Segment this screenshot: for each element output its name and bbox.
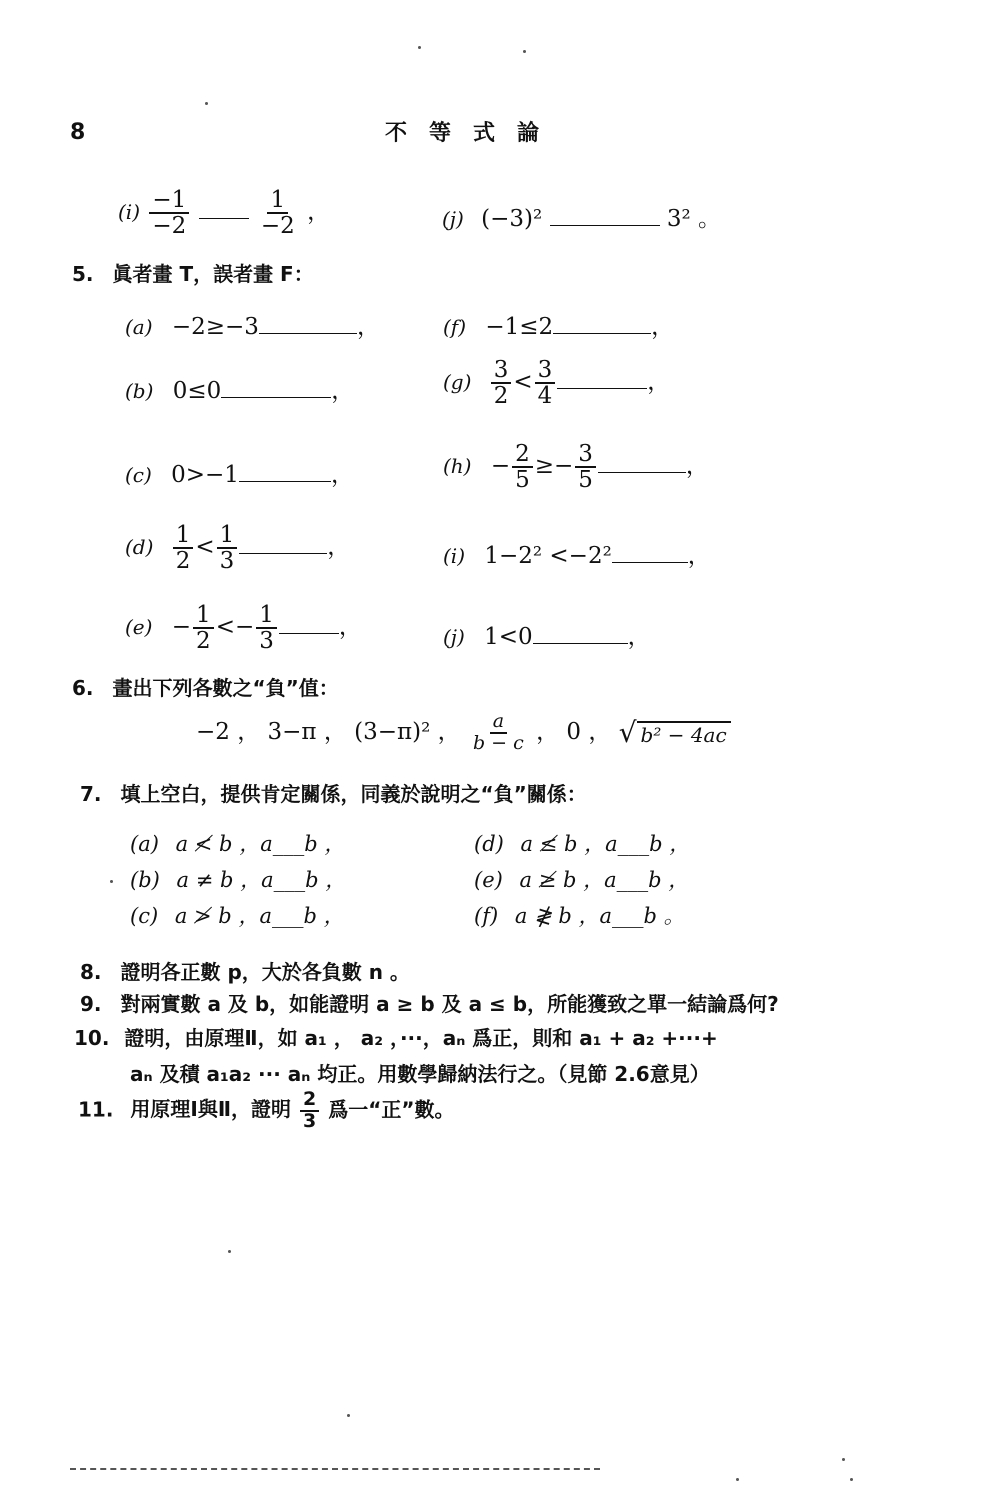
- fraction: [300, 1090, 319, 1132]
- sign: −: [490, 453, 511, 480]
- scan-speck: [842, 1458, 845, 1461]
- numerator: 1: [256, 603, 277, 629]
- answer-blank[interactable]: [598, 471, 686, 473]
- item-label: (g): [443, 370, 472, 395]
- fill-in[interactable]: ，a___b ，: [238, 904, 345, 928]
- scan-speck: [110, 880, 113, 883]
- item-tail: ，: [307, 199, 331, 226]
- denominator: 2: [196, 628, 211, 655]
- q5-item-j: [443, 618, 651, 651]
- item-tail: ，: [330, 462, 354, 488]
- item-expression: 1−2² <−2²: [484, 543, 612, 569]
- q5-item-e: [125, 603, 362, 653]
- item-label: (a): [125, 315, 153, 339]
- item-tail: 3² 。: [666, 206, 721, 232]
- fill-in[interactable]: ，a___b ，: [239, 832, 346, 856]
- q7-item-b: [130, 864, 346, 894]
- fraction: [491, 358, 512, 408]
- item-label: (j): [442, 207, 464, 231]
- question-8: [80, 956, 410, 985]
- item-tail: ，: [685, 453, 709, 480]
- answer-blank[interactable]: [259, 332, 357, 334]
- scan-speck: [418, 46, 421, 49]
- item-label: (d): [125, 535, 154, 560]
- fraction: [575, 442, 596, 492]
- question-text: aₙ 及積 a₁a₂ ··· aₙ 均正。用數學歸納法行之。（見節 2.6意見）: [130, 1062, 710, 1086]
- answer-blank[interactable]: [612, 561, 688, 563]
- exercise-item-i: [118, 188, 330, 238]
- fraction: [512, 442, 533, 492]
- q5-item-a: [125, 308, 380, 341]
- scan-speck: [205, 102, 208, 105]
- question-number: 8.: [80, 960, 102, 984]
- q5-item-b: [125, 372, 354, 405]
- item-label: (j): [443, 625, 465, 649]
- radicand: b² − 4ac: [637, 721, 731, 747]
- denominator: 4: [537, 383, 553, 410]
- item-tail: ，: [687, 543, 711, 569]
- scan-speck: [347, 1414, 350, 1417]
- relation: a ≹ b: [514, 904, 572, 928]
- page-title: 不等式論: [385, 121, 562, 146]
- item-label: (f): [474, 904, 499, 928]
- item-tail: ，: [338, 614, 362, 641]
- item-label: (b): [130, 868, 160, 892]
- denominator: 3: [303, 1109, 317, 1132]
- denominator: −2: [152, 213, 187, 240]
- denominator: 2: [175, 548, 191, 575]
- item-label: (e): [125, 615, 153, 640]
- relation: a ≰ b: [520, 832, 578, 856]
- numerator: 3: [575, 442, 596, 468]
- answer-blank[interactable]: [239, 480, 331, 482]
- fraction: [535, 358, 556, 408]
- fraction: [217, 523, 238, 573]
- q5-item-i: [443, 537, 711, 570]
- scan-speck: [850, 1478, 853, 1481]
- question-number: 7.: [80, 782, 102, 806]
- denominator: 3: [259, 628, 274, 655]
- answer-blank[interactable]: [553, 332, 651, 334]
- operator: ≥−: [534, 453, 574, 480]
- answer-blank[interactable]: [199, 217, 249, 219]
- question-text: 填上空白，提供肯定關係，同義於說明之“負”關係：: [120, 782, 587, 806]
- q5-item-c: [125, 456, 354, 489]
- question-10-continuation: [130, 1058, 710, 1087]
- fill-in[interactable]: ，a___b ，: [584, 832, 691, 856]
- expression-list: −2 ， 3−π ， (3−π)² ，: [196, 718, 461, 745]
- fraction: [258, 188, 298, 238]
- denominator: b − c: [472, 731, 524, 754]
- item-label: (e): [474, 868, 503, 892]
- operator: <: [195, 534, 215, 561]
- numerator: 1: [173, 523, 194, 549]
- answer-blank[interactable]: [550, 224, 660, 226]
- numerator: 2: [512, 442, 533, 468]
- question-11: [78, 1090, 455, 1132]
- relation: a ≠ b: [176, 868, 234, 892]
- q5-item-g: [443, 358, 670, 408]
- item-expression: 0≤0: [172, 378, 222, 404]
- page-number: 8: [70, 120, 86, 145]
- item-expression: 0>−1: [171, 462, 239, 488]
- question-text: 爲一“正”數。: [328, 1097, 455, 1122]
- item-tail: ，: [331, 378, 355, 404]
- item-tail: ，: [327, 534, 351, 561]
- radical-sign: √: [618, 715, 637, 749]
- question-9: [80, 988, 779, 1017]
- question-number: 9.: [80, 992, 102, 1016]
- answer-blank[interactable]: [239, 552, 327, 554]
- item-label: (h): [443, 454, 472, 479]
- question-number: 10.: [74, 1026, 110, 1050]
- item-expression: 1<0: [484, 624, 533, 650]
- item-tail: ，: [651, 314, 675, 340]
- relation: a ≱ b: [519, 868, 577, 892]
- question-10: [74, 1022, 718, 1051]
- question-number: 11.: [78, 1097, 114, 1122]
- expression-list: ， 0 ，: [536, 718, 612, 745]
- item-label: (i): [118, 200, 141, 225]
- square-root: [618, 715, 731, 749]
- item-label: (c): [125, 463, 152, 487]
- answer-blank[interactable]: [221, 396, 331, 398]
- scan-speck: [228, 1250, 231, 1253]
- denominator: −2: [260, 213, 295, 240]
- fraction: [149, 188, 189, 238]
- question-text: 畫出下列各數之“負”值：: [112, 676, 339, 700]
- item-tail: ，: [356, 314, 380, 340]
- question-text: 眞者畫 T，誤者畫 F：: [112, 262, 314, 286]
- question-text: 證明，由原理Ⅱ，如 a₁ ， a₂ ，···，aₙ 爲正，則和 a₁ + a₂ +···+: [124, 1026, 718, 1050]
- answer-blank[interactable]: [533, 642, 628, 644]
- item-tail: ，: [627, 624, 651, 650]
- relation: a ≮ b: [175, 832, 233, 856]
- q7-item-e: [474, 864, 689, 894]
- operator: <: [513, 369, 533, 396]
- numerator: 3: [535, 358, 556, 384]
- q7-item-a: [130, 828, 345, 858]
- question-text: 用原理Ⅰ與Ⅱ，證明: [130, 1097, 292, 1122]
- numerator: 1: [193, 603, 214, 629]
- q6-expressions: [196, 712, 731, 754]
- question-7: [80, 778, 587, 807]
- scan-artifact-line: [70, 1468, 600, 1470]
- question-6: [72, 672, 339, 701]
- question-number: 5.: [72, 262, 94, 286]
- question-5: [72, 258, 314, 287]
- item-expression: (−3)²: [481, 206, 543, 232]
- item-expression: −1≤2: [485, 314, 554, 340]
- answer-blank[interactable]: [557, 387, 647, 389]
- item-label: (d): [474, 832, 504, 856]
- numerator: 1: [217, 523, 238, 549]
- fraction: [193, 603, 214, 653]
- q7-item-c: [130, 900, 345, 930]
- denominator: 5: [578, 467, 593, 494]
- fill-in[interactable]: ，a___b ，: [583, 868, 690, 892]
- scan-speck: [736, 1478, 739, 1481]
- item-tail: ，: [647, 369, 671, 396]
- q5-item-d: [125, 523, 350, 573]
- exercise-item-j: [442, 200, 721, 233]
- numerator: 1: [267, 188, 288, 214]
- fraction: [256, 603, 277, 653]
- q5-item-f: [443, 308, 674, 341]
- numerator: a: [490, 712, 507, 734]
- fill-in[interactable]: ，a___b 。: [578, 904, 685, 928]
- numerator: −1: [149, 188, 189, 214]
- question-number: 6.: [72, 676, 94, 700]
- numerator: 2: [300, 1090, 319, 1112]
- fraction: [173, 523, 194, 573]
- numerator: 3: [491, 358, 512, 384]
- item-label: (c): [130, 904, 159, 928]
- scan-speck: [523, 50, 526, 53]
- item-label: (b): [125, 379, 154, 403]
- denominator: 3: [219, 548, 235, 575]
- item-label: (i): [443, 544, 466, 568]
- fill-in[interactable]: ，a___b ，: [240, 868, 347, 892]
- answer-blank[interactable]: [279, 632, 339, 634]
- relation: a ≯ b: [174, 904, 232, 928]
- q7-item-d: [474, 828, 690, 858]
- operator: <−: [215, 614, 255, 641]
- denominator: 5: [515, 467, 530, 494]
- item-label: (f): [443, 315, 467, 339]
- q7-item-f: [474, 900, 685, 930]
- sign: −: [171, 614, 192, 641]
- question-text: 對兩實數 a 及 b，如能證明 a ≥ b 及 a ≤ b，所能獲致之單一結論爲何?: [120, 992, 779, 1016]
- question-text: 證明各正數 p，大於各負數 n 。: [120, 960, 410, 984]
- denominator: 2: [493, 383, 509, 410]
- q5-item-h: [443, 442, 709, 492]
- item-label: (a): [130, 832, 159, 856]
- fraction: [470, 712, 527, 754]
- item-expression: −2≥−3: [171, 314, 259, 340]
